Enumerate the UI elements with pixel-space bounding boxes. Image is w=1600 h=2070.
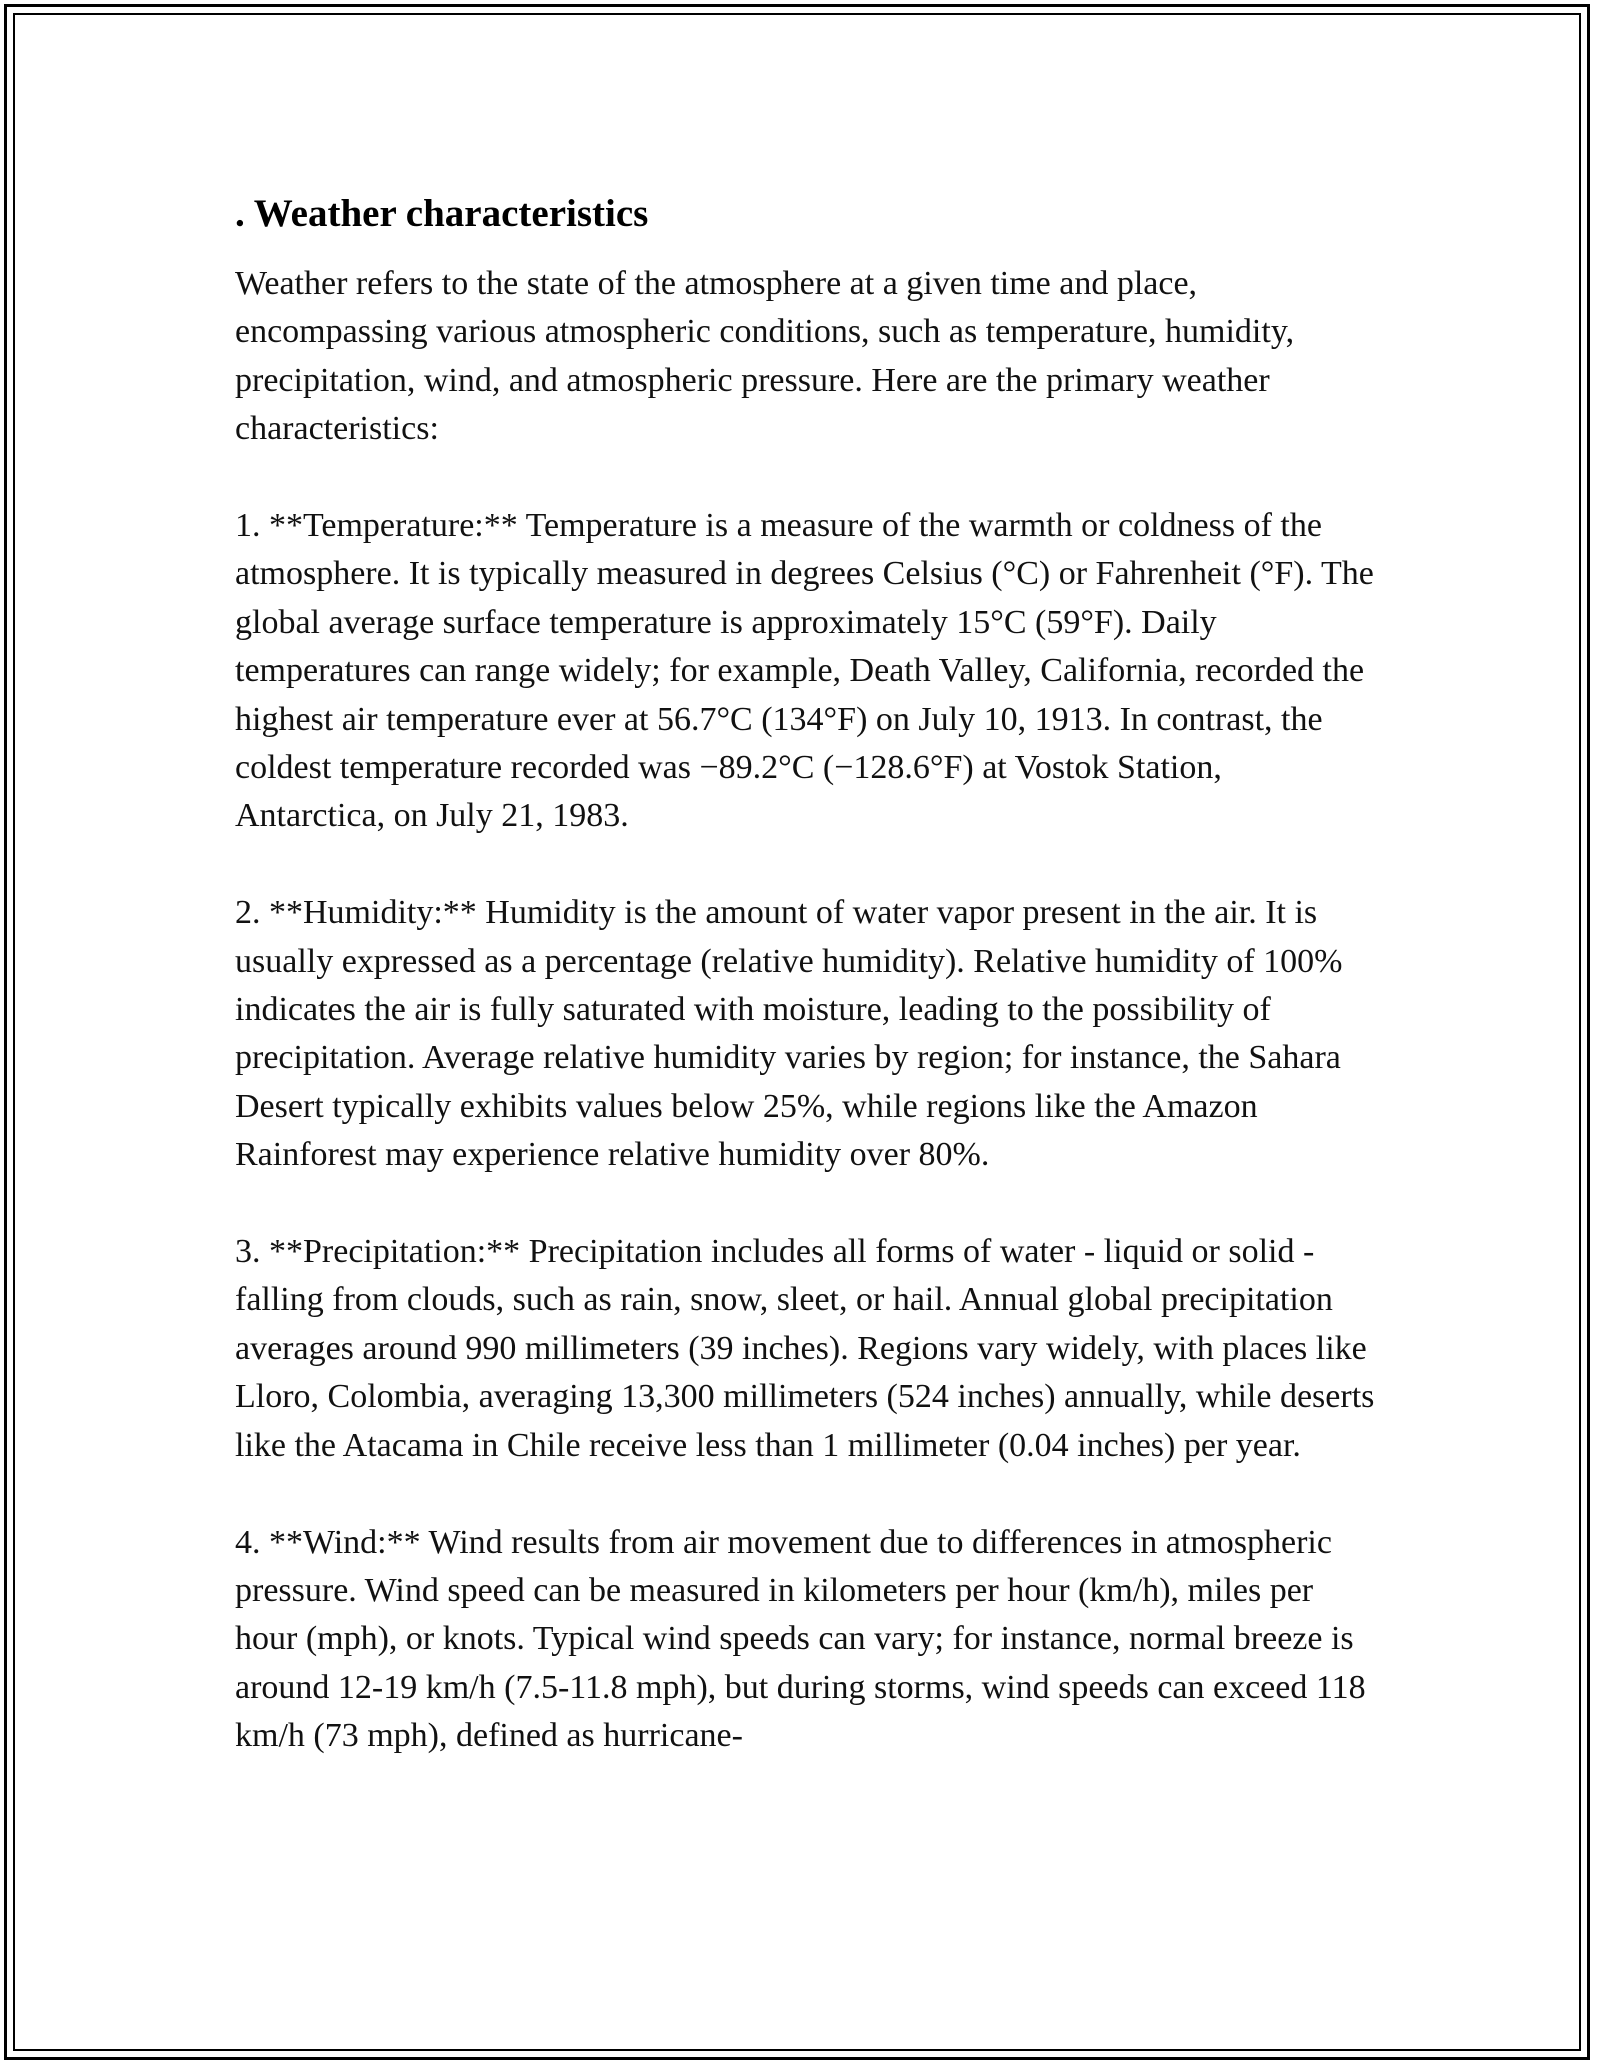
wind-paragraph: 4. **Wind:** Wind results from air movement due to differences in atmospheric pressure. Wind speed can be measured in kilometers per hour (km/h), miles per hour (mph), or knots. Typical wind speeds can vary; for instance, normal breeze is around 12-19 km/h (7.5-11.8 mph), but during storms, wind speeds can exceed 118 km/h (73 mph), defined as hurricane- [235,1523,1366,1755]
temperature-paragraph: 1. **Temperature:** Temperature is a measure of the warmth or coldness of the atmosphere. It is typically measured in degrees Celsius (°C) or Fahrenheit (°F). The global average surface temperature is approximately 15°C (59°F). Daily temperatures can range widely; for example, Death Valley, California, recorded the highest air temperature ever at 56.7°C (134°F) on July 10, 1913. In contrast, the coldest temperature recorded was −89.2°C (−128.6°F) at Vostok Station, Antarctica, on July 21, 1983. [235,507,1374,835]
intro-paragraph: Weather refers to the state of the atmosphere at a given time and place, encompassing various atmospheric conditions, such as temperature, humidity, precipitation, wind, and atmospheric pressure. Here are the primary weather characteristics: [235,265,1295,448]
document-body [235,184,1375,1809]
precipitation-paragraph: 3. **Precipitation:** Precipitation includes all forms of water - liquid or solid - falling from clouds, such as rain, snow, sleet, or hail. Annual global precipitation averages around 990 millimeters (39 inches). Regions vary widely, with places like Lloro, Colombia, averaging 13,300 millimeters (524 inches) annually, while deserts like the Atacama in Chile receive less than 1 millimeter (0.04 inches) per year. [235,1233,1375,1464]
section-heading: . Weather characteristics [235,192,649,235]
humidity-paragraph: 2. **Humidity:** Humidity is the amount of water vapor present in the air. It is usually expressed as a percentage (relative humidity). Relative humidity of 100% indicates the air is fully saturated with moisture, leading to the possibility of precipitation. Average relative humidity varies by region; for instance, the Sahara Desert typically exhibits values below 25%, while regions like the Amazon Rainforest may experience relative humidity over 80%. [235,894,1343,1174]
